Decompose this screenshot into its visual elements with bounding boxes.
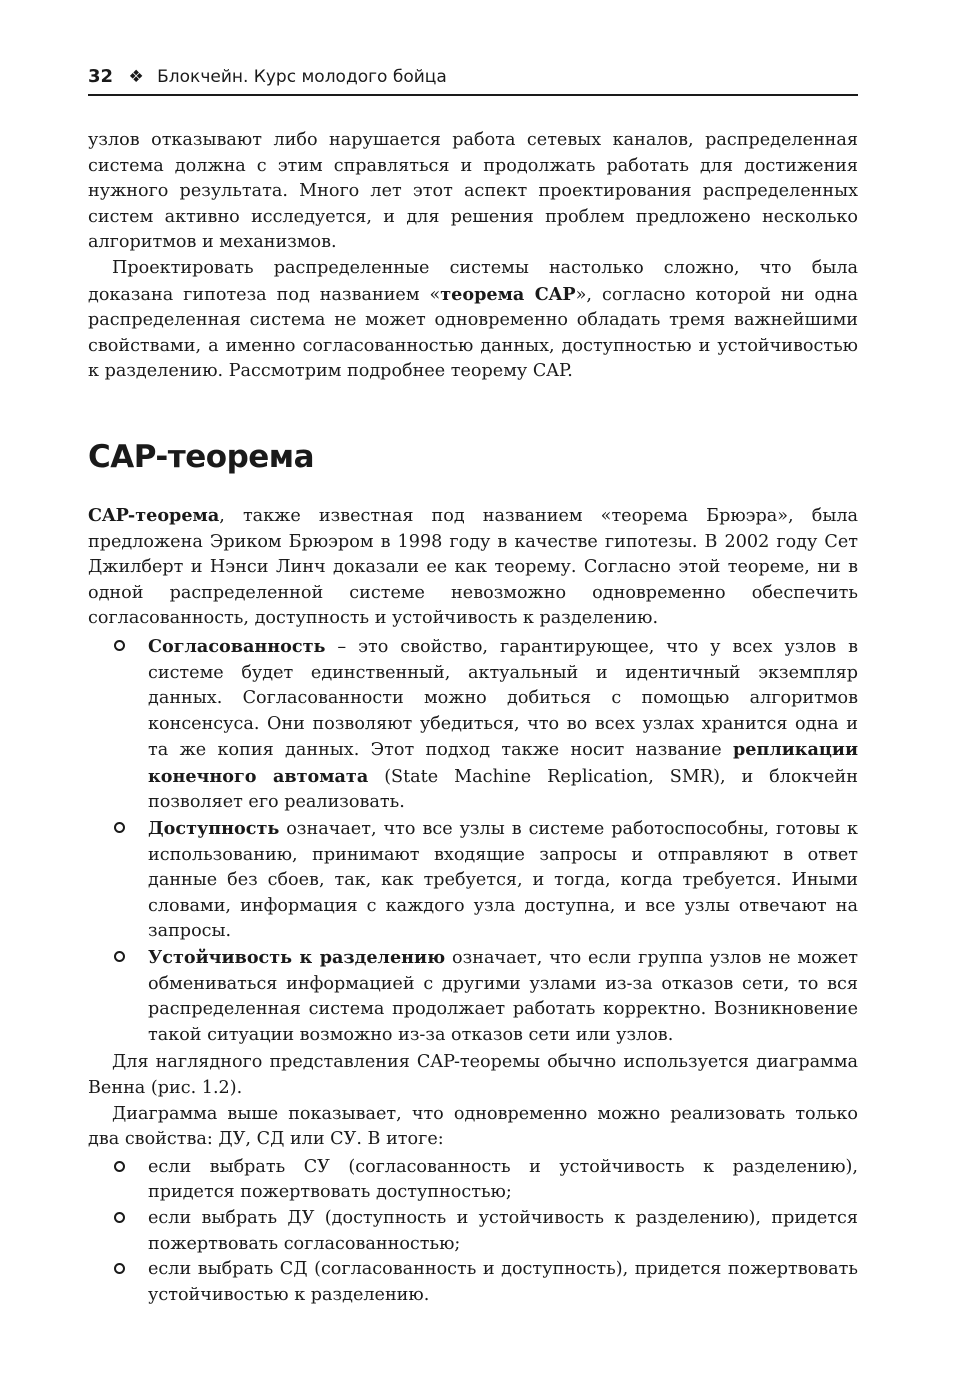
intro-paragraph-1: узлов отказывают либо нарушается работа сетевых каналов, распределенная система должна с этим справляться и продолжать работать для достижения нужного результата. Много лет этот аспект проектирования распределенных систем активно исследуется, и для решения проблем предложено несколько алгоритмов и механизмов.	[88, 130, 858, 253]
list-item: Устойчивость к разделению означает, что если группа узлов не может обмениваться информацией с другими узлами из-за отказов сети, то вся распределенная система продолжает работать корректно. Возникновение такой ситуации возможно из-за отказов сети или узлов.	[88, 945, 858, 1048]
bullet-circle-icon	[114, 1161, 125, 1172]
cap-term: теорема CAP	[440, 283, 576, 305]
properties-list	[88, 634, 858, 1049]
list-item: Доступность означает, что все узлы в системе работоспособны, готовы к использованию, принимают входящие запросы и отправляют в ответ данные без сбоев, так, как требуется, и тогда, когда требуется. Иными словами, информация с каждого узла доступна, и все узлы отвечают на запросы.	[88, 816, 858, 945]
page-number: 32	[88, 66, 114, 87]
ornament-icon: ❖	[128, 67, 144, 87]
bullet-circle-icon	[114, 951, 125, 962]
page-header	[88, 66, 858, 96]
bullet-circle-icon	[114, 1263, 125, 1274]
list-item: если выбрать СУ (согласованность и устойчивость к разделению), придется пожертвовать доступностью;	[88, 1155, 858, 1206]
page-body	[88, 128, 858, 1310]
running-title: Блокчейн. Курс молодого бойца	[157, 67, 447, 87]
intro-paragraph-2: Проектировать распределенные системы настолько сложно, что была доказана гипотеза под названием «теорема CAP», согласно которой ни одна распределенная система не может одновременно обладать тремя важнейшими свойствами, а именно согласованностью данных, доступностью и устойчивостью к разделению. Рассмотрим подробнее теорему CAP.	[88, 257, 858, 382]
list-item: если выбрать ДУ (доступность и устойчивость к разделению), придется пожертвовать согласованностью;	[88, 1206, 858, 1257]
cap-definition-paragraph: CAP-теорема, также известная под названием «теорема Брюэра», была предложена Эриком Брюэром в 1998 году в качестве гипотезы. В 2002 году Сет Джилберт и Нэнси Линч доказали ее как теорему. Согласно этой теореме, ни в одной распределенной системе невозможно одновременно обеспечить согласованность, доступность и устойчивость к разделению.	[88, 504, 858, 629]
bullet-circle-icon	[114, 822, 125, 833]
choices-list	[88, 1155, 858, 1309]
summary-paragraph: Диаграмма выше показывает, что одновременно можно реализовать только два свойства: ДУ, СД или СУ. В итоге:	[88, 1103, 858, 1150]
section-heading: CAP-теорема	[88, 438, 315, 475]
bullet-circle-icon	[114, 640, 125, 651]
bullet-circle-icon	[114, 1212, 125, 1223]
list-item: если выбрать СД (согласованность и доступность), придется пожертвовать устойчивостью к разделению.	[88, 1257, 858, 1308]
venn-reference-paragraph: Для наглядного представления CAP-теоремы обычно используется диаграмма Венна (рис. 1.2).	[88, 1052, 858, 1098]
list-item: Согласованность – это свойство, гарантирующее, что у всех узлов в системе будет единственный, актуальный и идентичный экземпляр данных. Согласованности можно добиться с помощью алгоритмов консенсуса. Они позволяют убедиться, что во всех узлах хранится одна и та же копия данных. Этот подход также носит название репликации конечного автомата (State Machine Replication, SMR), и блокчейн позволяет его реализовать.	[88, 634, 858, 816]
